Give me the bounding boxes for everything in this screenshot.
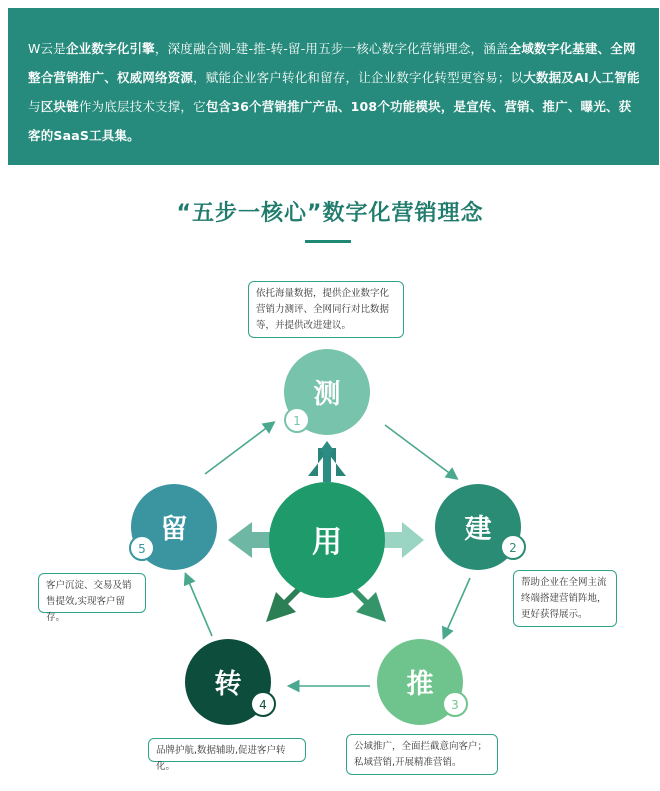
banner-segment: W云是 [28,41,66,56]
step-tui-number: 3 [451,698,459,712]
banner-segment: 企业数字化引擎 [65,41,155,56]
title-underline [305,240,351,243]
intro-text [28,34,643,150]
callout-jian: 帮助企业在全网主流终端搭建营销阵地，更好获得展示。 [513,570,617,627]
arrow-jian-to-tui [444,578,470,637]
core-label: 用 [312,525,342,560]
step-ce-label: 测 [313,379,341,410]
banner-segment: 与 [28,99,41,114]
callout-liu: 客户沉淀、交易及销售提效,实现客户留存。 [38,573,146,613]
arrow-liu-to-ce [205,423,273,474]
section-title: “五步一核心”数字化营销理念 [176,201,484,226]
banner-segment: 全域数字化基建、全网整合营销推广、权威网络资源 [28,41,636,85]
banner-segment: ，赋能企业客户转化和留存，让企业数字化转型更容易；以 [193,70,524,85]
arrow-zhuan-to-liu [186,575,212,636]
step-jian-number: 2 [509,541,517,555]
step-tui-label: 推 [406,669,434,700]
callout-ce: 依托海量数据，提供企业数字化营销力测评、全网同行对比数据等，并提供改进建议。 [248,281,404,338]
step-zhuan-number: 4 [259,698,267,712]
callout-zhuan: 品牌护航,数据辅助,促进客户转化。 [148,738,306,762]
arrow-ce-to-jian [385,425,456,478]
step-liu-number: 5 [138,542,146,556]
callout-tui: 公域推广，全面拦截意向客户；私域营销,开展精准营销。 [346,734,498,775]
center-arrow-up-shaft [319,441,335,482]
step-liu-label: 留 [160,514,188,545]
step-ce-number: 1 [293,414,301,428]
step-jian-label: 建 [464,514,492,545]
banner-segment: 作为底层技术支撑，它 [78,99,206,114]
banner-segment: 区块链 [40,99,79,114]
banner-segment: 大数据及AI人工智能 [523,70,640,85]
intro-banner [8,8,659,165]
step-zhuan-label: 转 [214,669,242,700]
banner-segment: ，深度融合测-建-推-转-留-用五步一核心数字化营销理念，涵盖 [154,41,509,56]
banner-segment: 包含36个营销推广产品、108个功能模块，是宣传、营销、推广、曝光、获客的SaaS工具集。 [28,99,632,143]
